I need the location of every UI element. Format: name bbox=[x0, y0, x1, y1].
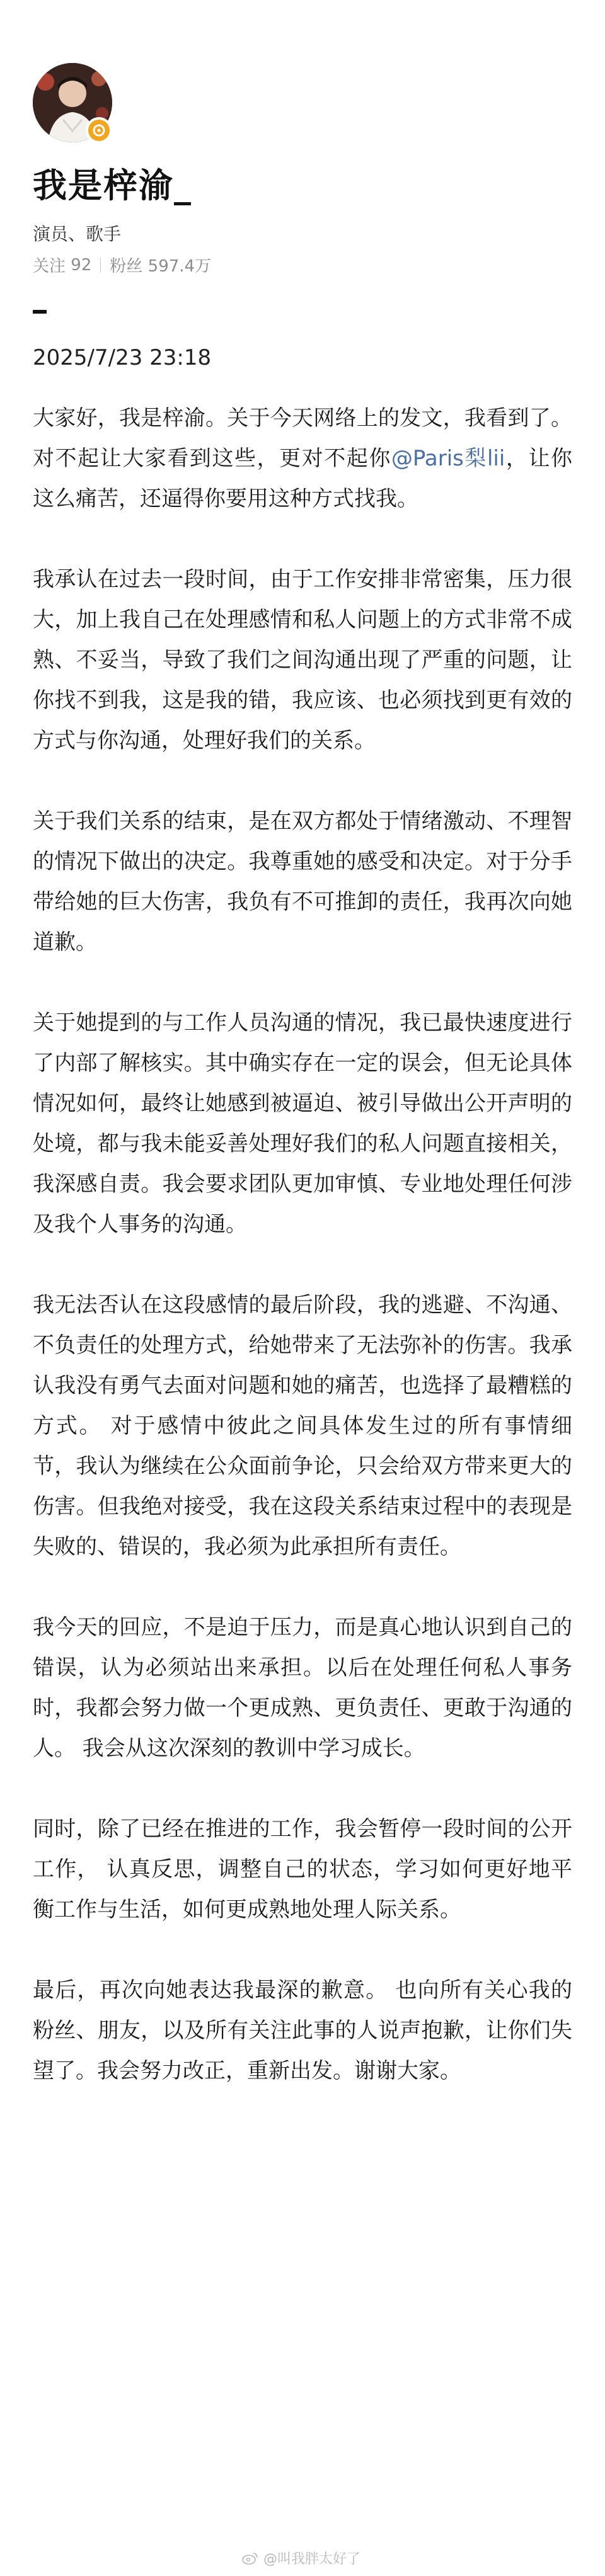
following-count[interactable]: 92 bbox=[71, 255, 92, 275]
post-date: 2025/7/23 23:18 bbox=[33, 345, 212, 370]
post-paragraph: 同时，除了已经在推进的工作，我会暂停一段时间的公开工作， 认真反思，调整自己的状态，学习如何更好地平衡工作与生活，如何更成熟地处理人际关系。 bbox=[33, 1816, 572, 1922]
following-label: 关注 bbox=[33, 257, 66, 276]
profile-stats bbox=[33, 253, 211, 276]
post-paragraph: 我今天的回应，不是迫于压力，而是真心地认识到自己的错误，认为必须站出来承担。以后在处理任何私人事务时，我都会努力做一个更成熟、更负责任、更敢于沟通的人。 我会从这次深刻的教训中学习成长。 bbox=[33, 1615, 572, 1761]
mention-link[interactable]: @Paris梨lii bbox=[391, 446, 505, 471]
post-paragraph: 最后，再次向她表达我最深的歉意。 也向所有关心我的粉丝、朋友，以及所有关注此事的人说声抱歉，让你们失望了。我会努力改正，重新出发。谢谢大家。 bbox=[33, 1978, 572, 2083]
section-divider bbox=[33, 310, 47, 314]
watermark-text: @叫我胖太好了 bbox=[263, 2551, 361, 2567]
paragraph-text: ，让你这么痛苦，还逼得你要用这种方式找我。 bbox=[33, 446, 572, 511]
verified-badge-icon bbox=[86, 117, 112, 144]
post-paragraph: 关于她提到的与工作人员沟通的情况，我已最快速度进行了内部了解核实。其中确实存在一定的误会，但无论具体情况如何，最终让她感到被逼迫、被引导做出公开声明的处境，都与我未能妥善处理好我们的私人问题直接相关，我深感自责。我会要求团队更加审慎、专业地处理任何涉及我个人事务的沟通。 bbox=[33, 1010, 572, 1237]
followers-label: 粉丝 bbox=[110, 257, 143, 276]
paragraph-text: 大家好，我是梓渝。关于今天网络上的发文，我看到了。对不起让大家看到这些，更对不起你 bbox=[33, 406, 572, 471]
profile-bio: 演员、歌手 bbox=[33, 224, 122, 244]
weibo-logo-icon bbox=[242, 2552, 258, 2565]
bottom-watermark bbox=[242, 2548, 360, 2568]
post-content bbox=[33, 398, 572, 2131]
post-paragraph: 关于我们关系的结束，是在双方都处于情绪激动、不理智的情况下做出的决定。我尊重她的感受和决定。对于分手带给她的巨大伤害，我负有不可推卸的责任，我再次向她道歉。 bbox=[33, 809, 572, 955]
stats-divider bbox=[100, 258, 101, 273]
profile-name[interactable]: 我是梓渝_ bbox=[33, 166, 192, 205]
post-paragraph: 我承认在过去一段时间，由于工作安排非常密集，压力很大，加上我自己在处理感情和私人问题上的方式非常不成熟、不妥当，导致了我们之间沟通出现了严重的问题，让你找不到我，这是我的错，我应该、也必须找到更有效的方式与你沟通，处理好我们的关系。 bbox=[33, 567, 572, 753]
followers-count[interactable]: 597.4万 bbox=[147, 257, 212, 276]
post-paragraph: 我无法否认在这段感情的最后阶段，我的逃避、不沟通、不负责任的处理方式，给她带来了无法弥补的伤害。我承认我没有勇气去面对问题和她的痛苦，也选择了最糟糕的方式。 对于感情中彼此之间具体发生过的所有事情细节，我认为继续在公众面前争论，只会给双方带来更大的伤害。但我绝对接受，我在这段关系结束过程中的表现是失败的、错误的，我必须为此承担所有责任。 bbox=[33, 1292, 572, 1559]
post-paragraph bbox=[33, 398, 572, 519]
